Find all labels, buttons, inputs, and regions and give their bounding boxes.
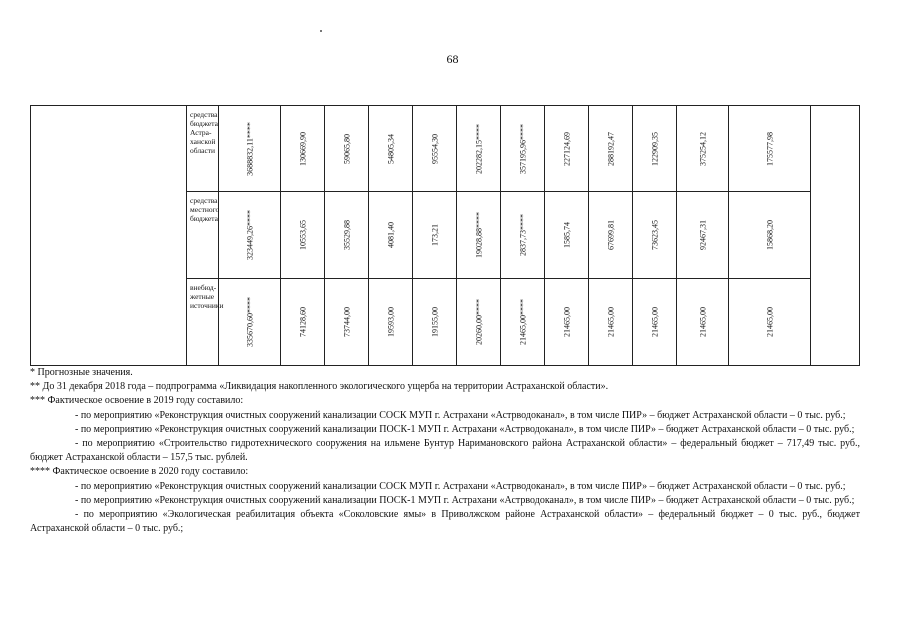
value-cell: 130669,90 bbox=[281, 106, 325, 192]
source-cell: внебюд-жетные источники bbox=[187, 279, 219, 366]
footnote: *** Фактическое освоение в 2019 году составило: bbox=[30, 395, 244, 407]
footnote: * Прогнозные значения. bbox=[30, 367, 133, 378]
value-cell: 73623,45 bbox=[633, 192, 677, 279]
value-cell: 3688832,11**** bbox=[219, 106, 281, 192]
merged-empty-cell bbox=[811, 106, 860, 366]
budget-table bbox=[30, 105, 860, 366]
value-cell: 95554,30 bbox=[413, 106, 457, 192]
table-row bbox=[31, 106, 860, 192]
value-cell: 21465,00**** bbox=[501, 279, 545, 366]
footnote-item: - по мероприятию «Реконструкция очистных сооружений канализации ПОСК-1 МУП г. Астрахани «Астрводоканал», в том числе ПИР» – бюджет Астраханской области – 0 тыс. руб.; bbox=[75, 494, 855, 506]
value-cell: 21465,00 bbox=[677, 279, 729, 366]
value-cell: 19155,00 bbox=[413, 279, 457, 366]
scan-speck bbox=[320, 30, 322, 32]
value-cell: 10553,65 bbox=[281, 192, 325, 279]
value-cell: 288192,47 bbox=[589, 106, 633, 192]
footnote-item: - по мероприятию «Реконструкция очистных сооружений канализации СОСК МУП г. Астрахани «Астрводоканал», в том числе ПИР» – бюджет Астраханской области – 0 тыс. руб.; bbox=[75, 480, 846, 492]
value-cell: 20260,00**** bbox=[457, 279, 501, 366]
footnotes bbox=[30, 366, 860, 536]
footnote: **** Фактическое освоение в 2020 году составило: bbox=[30, 466, 249, 478]
value-cell: 54805,34 bbox=[369, 106, 413, 192]
value-cell: 19028,88**** bbox=[457, 192, 501, 279]
value-cell: 4081,40 bbox=[369, 192, 413, 279]
value-cell: 21465,00 bbox=[633, 279, 677, 366]
value-cell: 202282,15**** bbox=[457, 106, 501, 192]
value-cell: 357195,96**** bbox=[501, 106, 545, 192]
value-cell: 1585,74 bbox=[545, 192, 589, 279]
value-cell: 21465,00 bbox=[589, 279, 633, 366]
value-cell: 375254,12 bbox=[677, 106, 729, 192]
merged-empty-cell bbox=[31, 106, 187, 366]
value-cell: 21465,00 bbox=[545, 279, 589, 366]
footnote-item: - по мероприятию «Экологическая реабилитация объекта «Соколовские ямы» в Приволжском районе Астраханской области» – федеральный бюджет – 0 тыс. руб., бюджет Астраханской области – 0 тыс. руб.; bbox=[30, 509, 860, 535]
footnote-item: - по мероприятию «Реконструкция очистных сооружений канализации ПОСК-1 МУП г. Астрахани «Астрводоканал», в том числе ПИР» – бюджет Астраханской области – 0 тыс. руб.; bbox=[75, 423, 855, 435]
value-cell: 122909,35 bbox=[633, 106, 677, 192]
value-cell: 35529,88 bbox=[325, 192, 369, 279]
value-cell: 173,21 bbox=[413, 192, 457, 279]
value-cell: 175577,98 bbox=[729, 106, 811, 192]
value-cell: 59065,80 bbox=[325, 106, 369, 192]
value-cell: 73744,00 bbox=[325, 279, 369, 366]
value-cell: 19593,00 bbox=[369, 279, 413, 366]
value-cell: 74128,60 bbox=[281, 279, 325, 366]
value-cell: 227124,69 bbox=[545, 106, 589, 192]
footnote-item: - по мероприятию «Строительство гидротехнического сооружения на ильмене Бунтур Наримановского района Астраханской области» – федеральный бюджет – 717,49 тыс. руб., бюджет Астраханской области – 157,5 тыс. рублей. bbox=[30, 438, 860, 464]
footnote-item: - по мероприятию «Реконструкция очистных сооружений канализации СОСК МУП г. Астрахани «Астрводоканал», в том числе ПИР» – бюджет Астраханской области – 0 тыс. руб.; bbox=[75, 409, 846, 421]
value-cell: 335670,60**** bbox=[219, 279, 281, 366]
footnote: ** До 31 декабря 2018 года – подпрограмма «Ликвидация накопленного экологического ущерба на территории Астраханской области». bbox=[30, 381, 609, 393]
source-cell: средства бюджета Астра-ханской области bbox=[187, 106, 219, 192]
value-cell: 21465,00 bbox=[729, 279, 811, 366]
value-cell: 92467,31 bbox=[677, 192, 729, 279]
value-cell: 67699,81 bbox=[589, 192, 633, 279]
source-cell: средства местного бюджета bbox=[187, 192, 219, 279]
value-cell: 2837,73**** bbox=[501, 192, 545, 279]
page-number: 68 bbox=[446, 52, 459, 66]
value-cell: 15868,20 bbox=[729, 192, 811, 279]
value-cell: 323449,26**** bbox=[219, 192, 281, 279]
